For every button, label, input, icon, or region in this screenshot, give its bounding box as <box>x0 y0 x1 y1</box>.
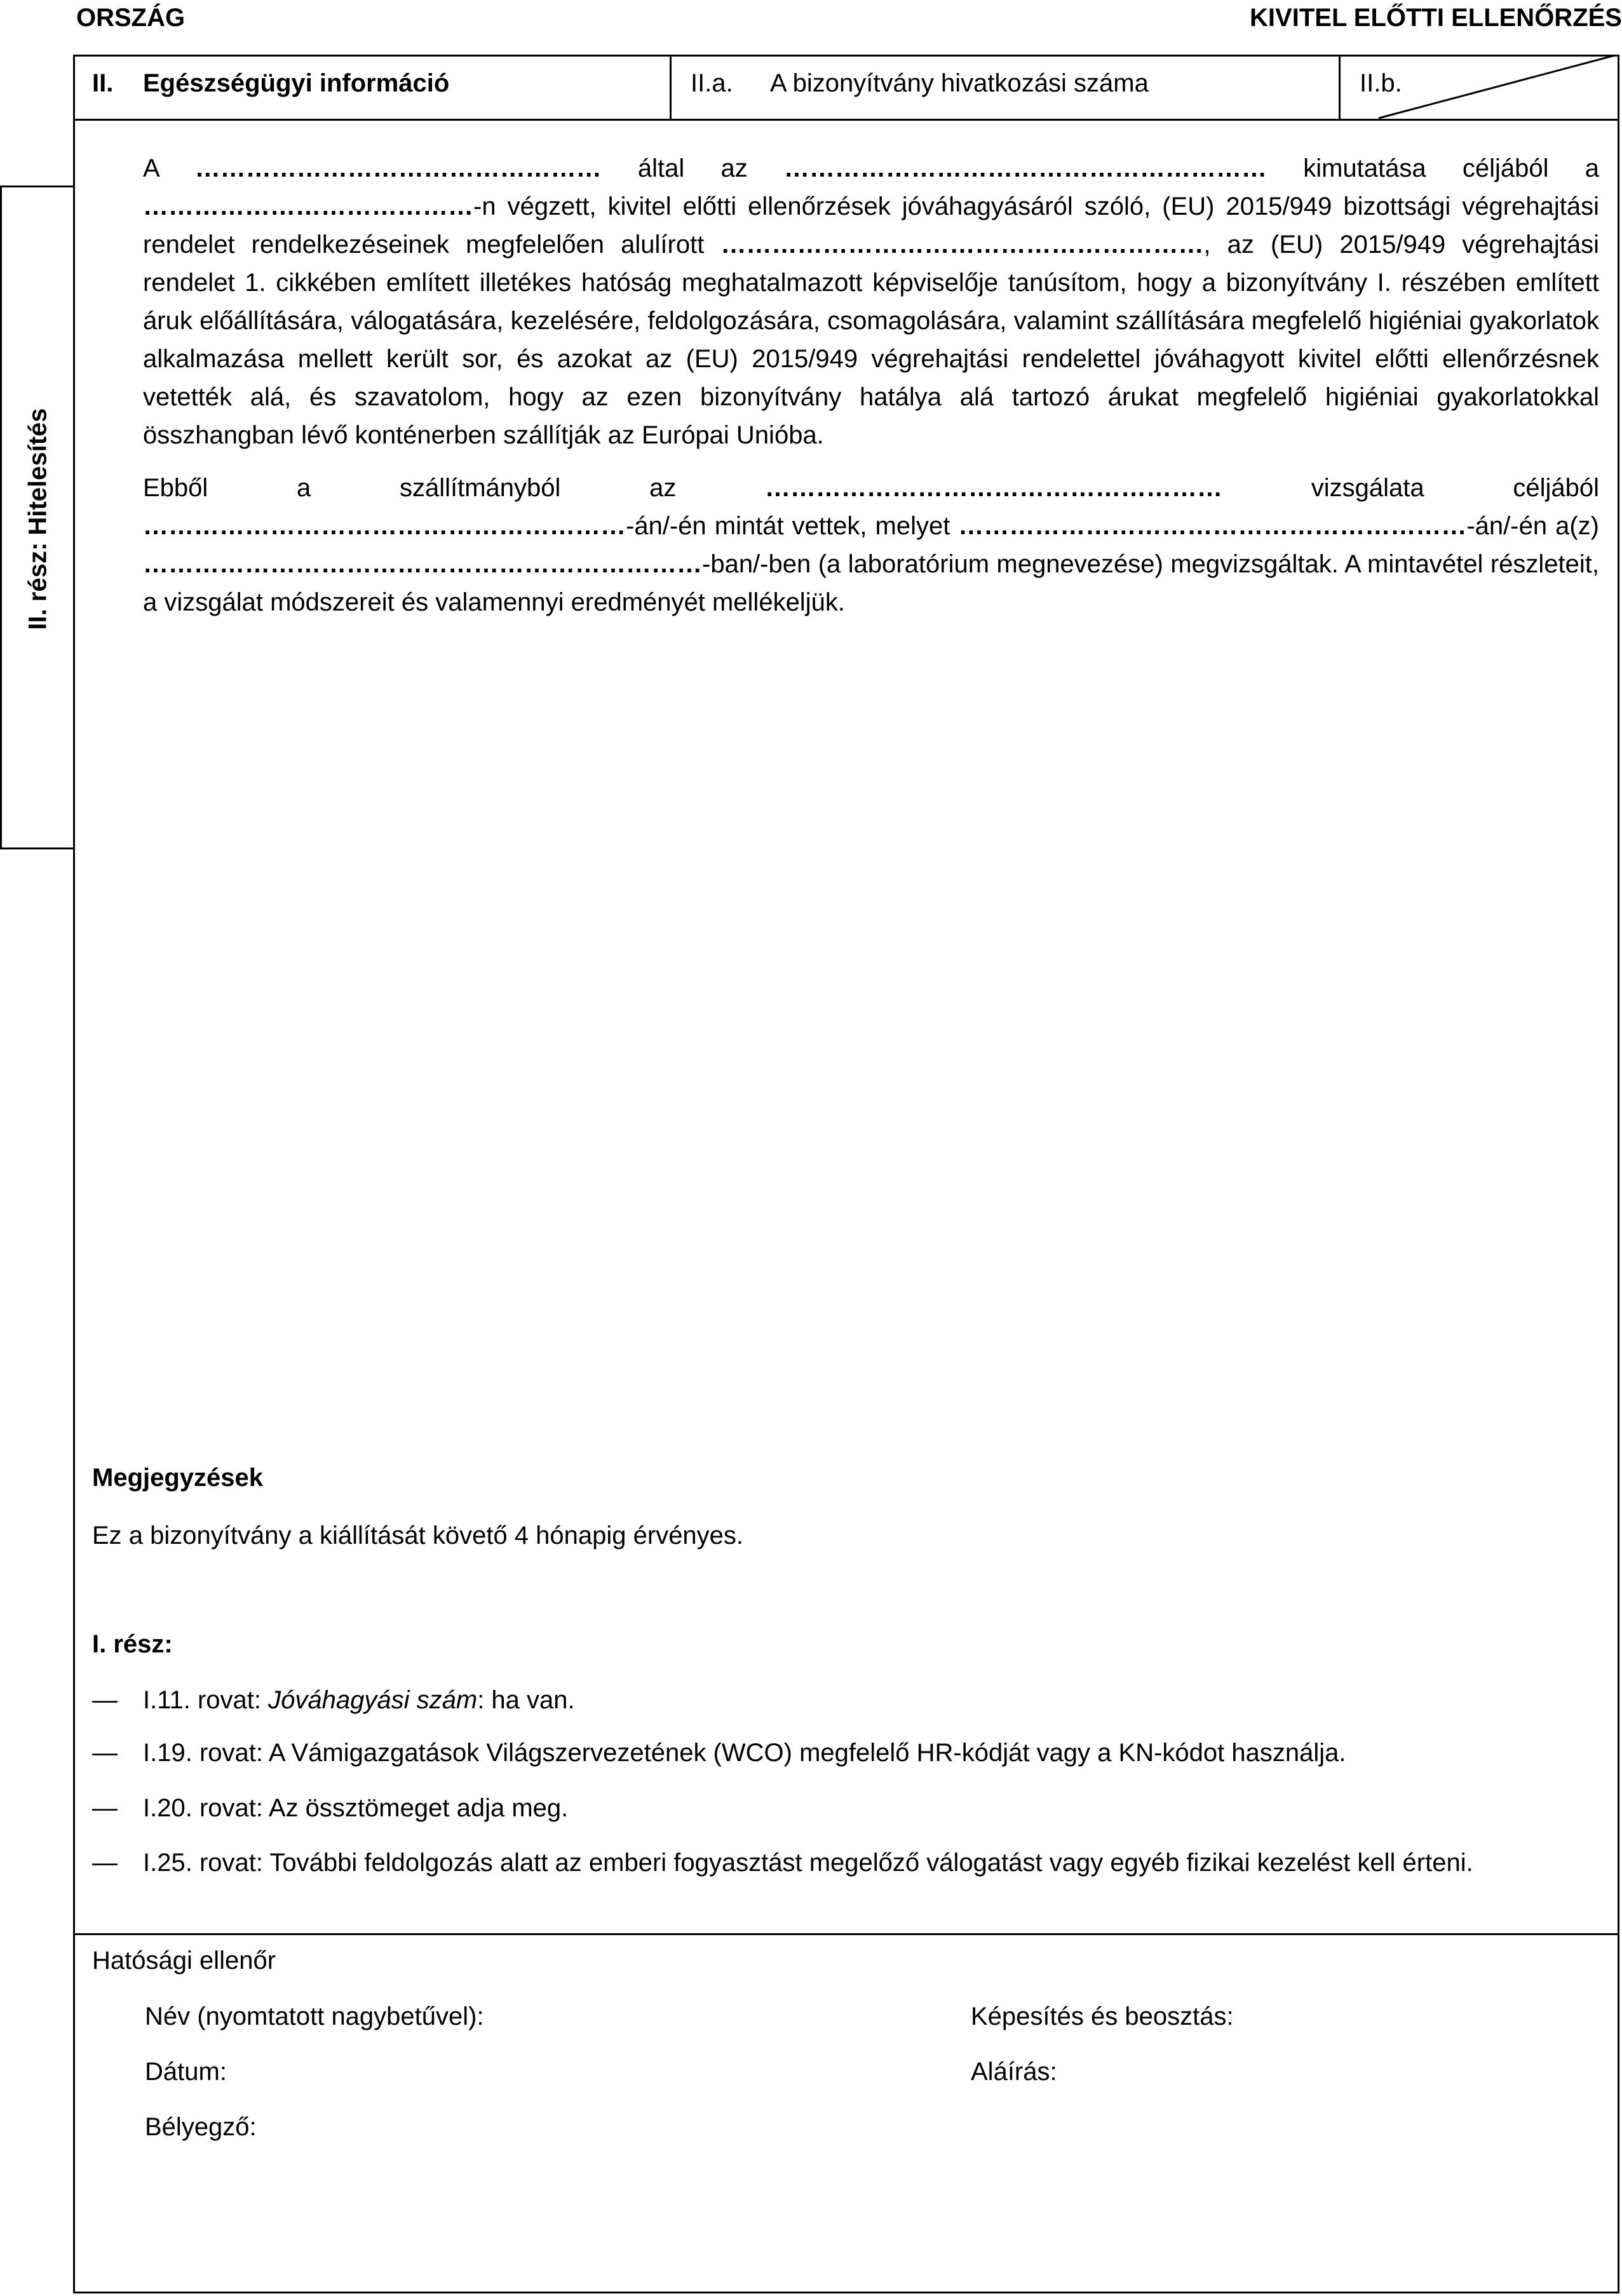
p2-text-4: -án/-én a(z) <box>1466 512 1599 540</box>
qualification-label: Képesítés és beosztás: <box>971 2002 1234 2030</box>
note-text: I.20. rovat: Az össztömeget adja meg. <box>143 1794 569 1822</box>
p1-text-2: által az <box>637 154 748 182</box>
signature-divider <box>73 1933 1619 1935</box>
page-title: KIVITEL ELŐTTI ELLENŐRZÉS <box>1250 4 1622 32</box>
blank-field: ………………………………………………… <box>143 512 626 540</box>
blank-field: ………………………………………………… <box>720 231 1204 259</box>
date-label: Dátum: <box>145 2058 227 2086</box>
p1-text-4: -n végzett, kivitel előtti ellenőrzések jóváhagyásáról szóló, (EU) 2015/949 bizottsági végrehajtási rendelet rendelkezéseinek megfelelően alulírott <box>143 192 1599 259</box>
official-heading: Hatósági ellenőr <box>92 1947 276 1975</box>
name-label: Név (nyomtatott nagybetűvel): <box>145 2002 484 2030</box>
notes-heading: Megjegyzések <box>92 1464 264 1492</box>
stamp-label: Bélyegző: <box>145 2113 257 2141</box>
note-italic-text: Jóváhagyási szám <box>268 1686 478 1714</box>
p1-text-5: , az (EU) 2015/949 végrehajtási rendelet 1. cikkében említett illetékes hatóság meghatalmazott képviselője tanúsítom, hogy a bizonyítvány I. részében említett áruk előállítására, válogatására, kezelésére, feldolgozására, csomagolására, valamint szállítására megfelelő higiéniai gyakorlatok alkalmazása mellett került sor, és azokat az (EU) 2015/949 végrehajtási rendelettel jóváhagyott kivitel előtti ellenőrzésnek vetették alá, és szavatolom, hogy az ezen bizonyítvány hatálya alá tartozó árukat megfelelő higiéniai gyakorlatokkal összhangban lévő konténerben szállítják az Európai Unióba. <box>143 231 1599 449</box>
blank-field: ……………………………………………… <box>765 474 1223 502</box>
blank-field: …………………………………………………… <box>958 512 1467 540</box>
top-row <box>73 55 1619 121</box>
p1-text-3: kimutatása céljából a <box>1303 154 1599 182</box>
note-text: I.19. rovat: A Vámigazgatások Világszervezetének (WCO) megfelelő HR-kódját vagy a KN-kódot használja. <box>143 1739 1346 1767</box>
note-text: I.11. rovat: <box>143 1686 269 1714</box>
blank-field: ………………………………… <box>143 192 473 220</box>
p1-text-1: A <box>143 154 159 182</box>
note-item <box>92 1682 1599 1718</box>
p2-text-5: -ban/-ben (a laboratórium megnevezése) megvizsgáltak. A mintavétel részleteit, a vizsgálat módszereit és valamennyi eredményét mellékeljük. <box>143 550 1599 616</box>
dash-bullet: — <box>92 1849 118 1877</box>
dash-bullet: — <box>92 1686 118 1714</box>
iib-label: II.b. <box>1360 69 1402 97</box>
note-item <box>92 1845 1599 1881</box>
sampling-paragraph <box>143 469 1599 621</box>
section-title: Egészségügyi információ <box>143 69 450 97</box>
section-number: II. <box>92 69 114 97</box>
dash-bullet: — <box>92 1794 118 1822</box>
blank-field: ………………………………………… <box>194 154 602 182</box>
section-title-cell <box>73 55 672 119</box>
note-text: I.25. rovat: További feldolgozás alatt az emberi fogyasztást megelőző válogatást vagy egyéb fizikai kezelést kell érteni. <box>143 1849 1473 1877</box>
p2-text-1: Ebből a szállítmányból az <box>143 474 677 502</box>
validity-note: Ez a bizonyítvány a kiállítását követő 4 hónapig érvényes. <box>92 1522 744 1550</box>
blank-field: ………………………………………………… <box>783 154 1267 182</box>
country-header: ORSZÁG <box>76 4 186 32</box>
part-one-heading: I. rész: <box>92 1630 173 1658</box>
note-item <box>92 1790 1599 1826</box>
certification-paragraph <box>143 149 1599 454</box>
note-item <box>92 1735 1599 1771</box>
reference-label: A bizonyítvány hivatkozási száma <box>770 69 1149 97</box>
blank-field: ………………………………………………………… <box>143 550 702 578</box>
note-text: : ha van. <box>477 1686 575 1714</box>
side-label: II. rész: Hitelesítés <box>24 408 52 630</box>
dash-bullet: — <box>92 1739 118 1767</box>
reference-label-number: II.a. <box>691 69 733 97</box>
p2-text-3: -án/-én mintát vettek, melyet <box>626 512 950 540</box>
iib-cell <box>1341 55 1619 119</box>
signature-label: Aláírás: <box>971 2058 1057 2086</box>
p2-text-2: vizsgálata céljából <box>1311 474 1599 502</box>
diagonal-line <box>1341 55 1619 119</box>
reference-number-cell <box>672 55 1341 119</box>
side-tab <box>0 186 73 849</box>
